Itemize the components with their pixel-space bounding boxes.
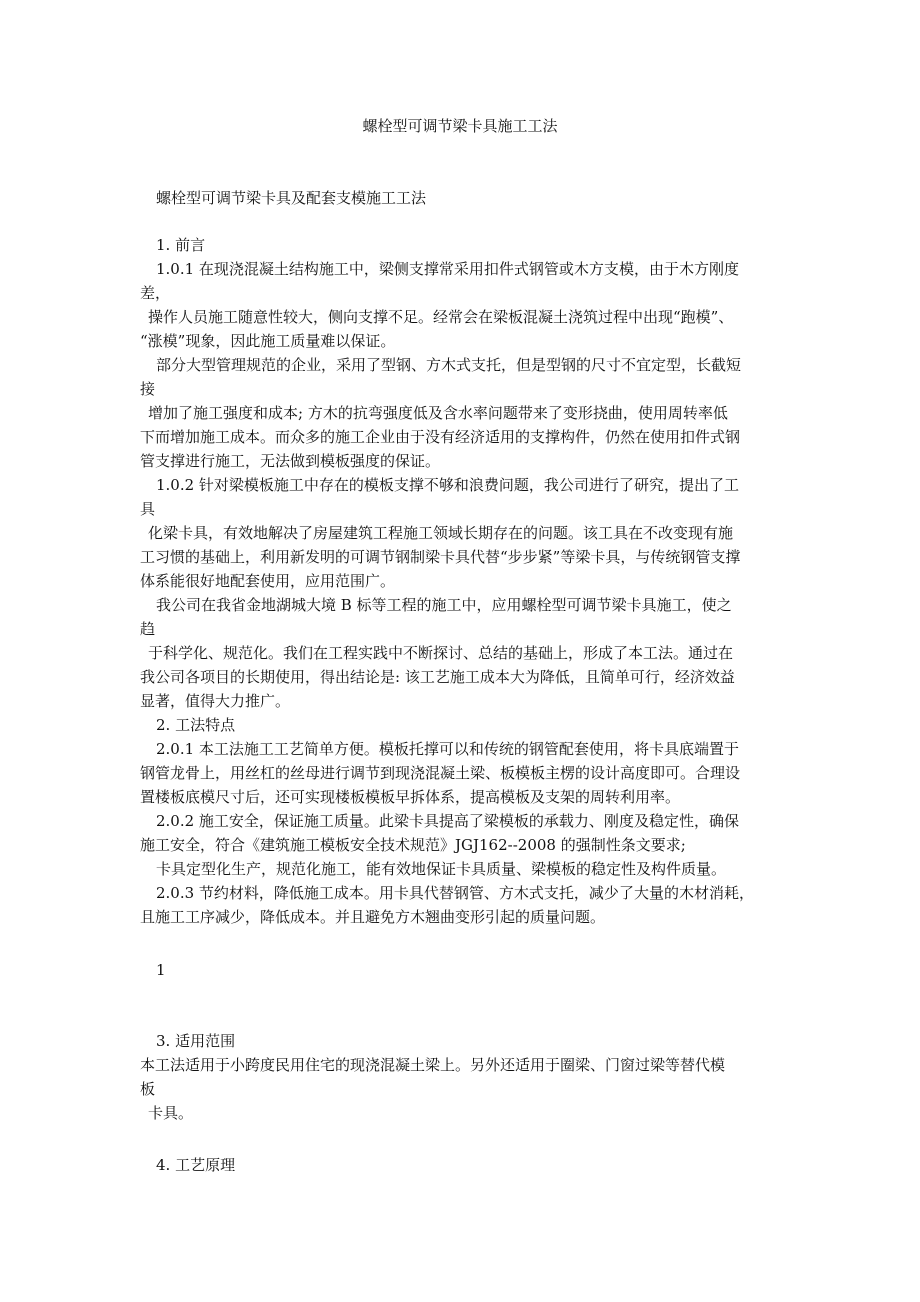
paragraph-line: 施工安全，符合《建筑施工模板安全技术规范》JGJ162--2008 的强制性条文要求; <box>140 836 686 854</box>
paragraph-line: 卡具定型化生产，规范化施工，能有效地保证卡具质量、梁模板的稳定性及构件质量。 <box>156 860 727 878</box>
paragraph-line: 钢管龙骨上，用丝杠的丝母进行调节到现浇混凝土梁、板模板主楞的设计高度即可。合理设 <box>140 764 741 782</box>
paragraph-line: 1.0.2 针对梁模板施工中存在的模板支撑不够和浪费问题，我公司进行了研究，提出了工 <box>156 476 739 494</box>
section-heading-scope: 3. 适用范围 <box>156 1032 236 1050</box>
paragraph-line: 体系能很好地配套使用，应用范围广。 <box>140 572 396 590</box>
document-subtitle: 螺栓型可调节梁卡具及配套支模施工工法 <box>156 189 427 207</box>
paragraph-line: 管支撑进行施工，无法做到模板强度的保证。 <box>140 452 441 470</box>
paragraph-line: 板 <box>140 1080 156 1098</box>
paragraph-line: 差， <box>140 284 171 302</box>
paragraph-line: 具 <box>140 500 156 518</box>
section-heading-preface: 1. 前言 <box>156 236 206 254</box>
paragraph-line: 增加了施工强度和成本; 方木的抗弯强度低及含水率问题带来了变形挠曲，使用周转率低 <box>148 404 728 422</box>
paragraph-line: 2.0.1 本工法施工工艺简单方便。模板托撑可以和传统的钢管配套使用，将卡具底端置于 <box>156 740 739 758</box>
section-heading-principle: 4. 工艺原理 <box>156 1156 236 1174</box>
paragraph-line: 我公司各项目的长期使用，得出结论是: 该工艺施工成本大为降低，且简单可行，经济效益 <box>140 668 735 686</box>
paragraph-line: 显著，值得大力推广。 <box>140 692 291 710</box>
document-title: 螺栓型可调节梁卡具施工工法 <box>362 117 558 135</box>
paragraph-line: 部分大型管理规范的企业，采用了型钢、方木式支托，但是型钢的尺寸不宜定型，长截短 <box>156 356 742 374</box>
paragraph-line: 卡具。 <box>148 1104 194 1122</box>
paragraph-line: 化梁卡具，有效地解决了房屋建筑工程施工领域长期存在的问题。该工具在不改变现有施 <box>148 524 734 542</box>
paragraph-line: “涨模”现象，因此施工质量难以保证。 <box>140 332 396 350</box>
paragraph-line: 于科学化、规范化。我们在工程实践中不断探讨、总结的基础上，形成了本工法。通过在 <box>148 644 734 662</box>
paragraph-line: 趋 <box>140 620 156 638</box>
page-number: 1 <box>156 961 166 979</box>
paragraph-line: 1.0.1 在现浇混凝土结构施工中，梁侧支撑常采用扣件式钢管或木方支模，由于木方刚度 <box>156 260 739 278</box>
paragraph-line: 本工法适用于小跨度民用住宅的现浇混凝土梁上。另外还适用于圈梁、门窗过梁等替代模 <box>140 1056 726 1074</box>
paragraph-line: 2.0.3 节约材料，降低施工成本。用卡具代替钢管、方木式支托，减少了大量的木材消耗， <box>156 884 754 902</box>
paragraph-line: 操作人员施工随意性较大，侧向支撑不足。经常会在梁板混凝土浇筑过程中出现“跑模”、 <box>148 308 734 326</box>
paragraph-line: 2.0.2 施工安全，保证施工质量。此梁卡具提高了梁模板的承载力、刚度及稳定性，确保 <box>156 812 739 830</box>
paragraph-line: 接 <box>140 380 156 398</box>
paragraph-line: 下而增加施工成本。而众多的施工企业由于没有经济适用的支撑构件，仍然在使用扣件式钢 <box>140 428 741 446</box>
paragraph-line: 我公司在我省金地湖城大境 B 标等工程的施工中，应用螺栓型可调节梁卡具施工，使之 <box>156 596 732 614</box>
paragraph-line: 且施工工序减少，降低成本。并且避免方木翘曲变形引起的质量问题。 <box>140 908 606 926</box>
paragraph-line: 工习惯的基础上，利用新发明的可调节钢制梁卡具代替“步步紧”等梁卡具，与传统钢管支撑 <box>140 548 741 566</box>
section-heading-features: 2. 工法特点 <box>156 716 236 734</box>
paragraph-line: 置楼板底模尺寸后，还可实现楼板模板早拆体系，提高模板及支架的周转利用率。 <box>140 788 681 806</box>
